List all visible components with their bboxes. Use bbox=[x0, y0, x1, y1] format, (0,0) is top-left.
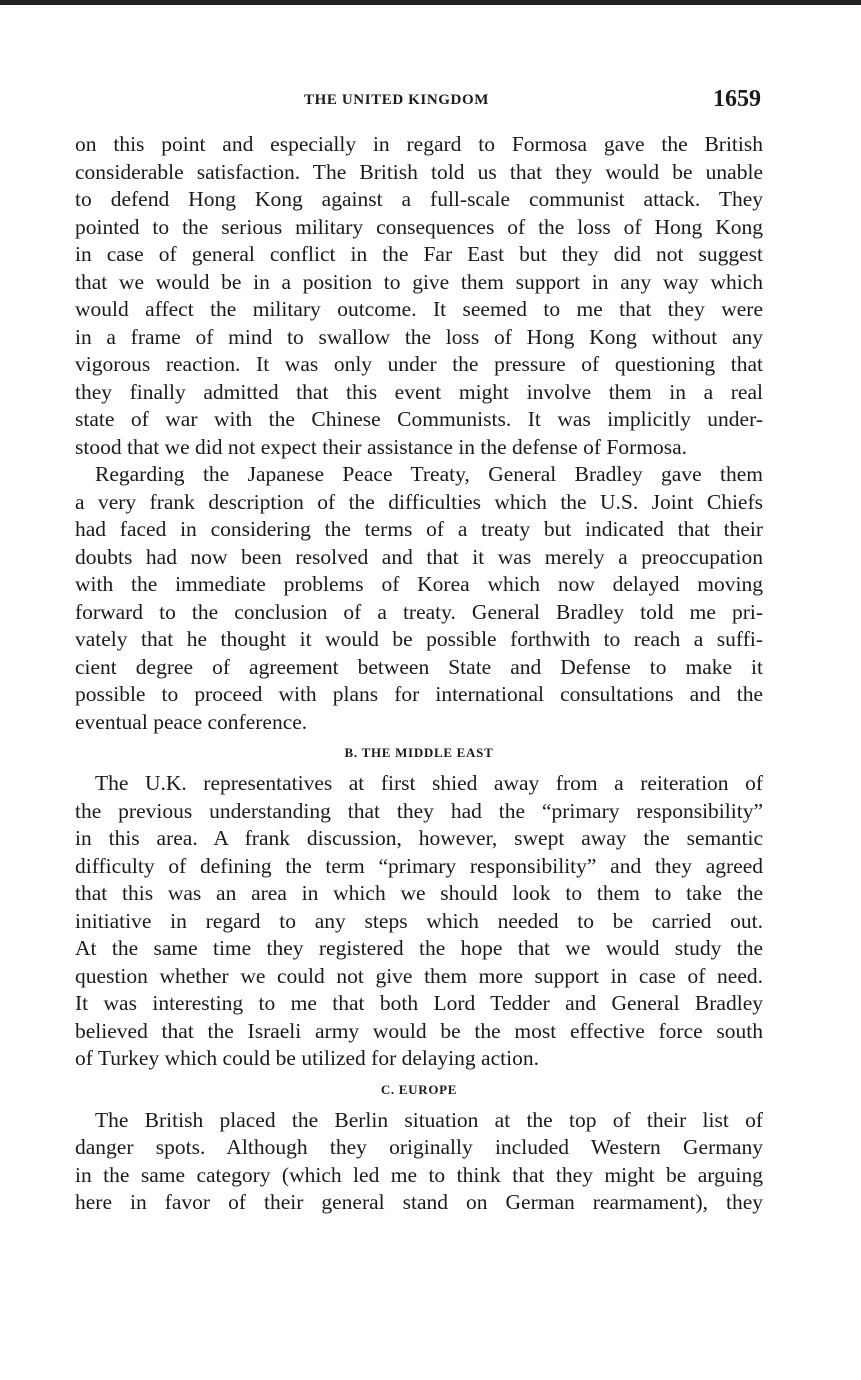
text-line: forward to the conclusion of a treaty. General Bradley told me pri- bbox=[75, 599, 763, 624]
text-line: in case of general conflict in the Far East but they did not suggest bbox=[75, 242, 763, 266]
text-line: in this area. A frank discussion, however, swept away the semantic bbox=[75, 826, 763, 850]
text-line: doubts had now been resolved and that it was merely a preoccupation bbox=[75, 544, 763, 569]
text-line: in the same category (which led me to think that they might be arguing bbox=[75, 1162, 763, 1187]
text-line: danger spots. Although they originally included Western Germany bbox=[75, 1135, 763, 1159]
text-line: possible to proceed with plans for international consultations and the bbox=[75, 682, 763, 706]
text-line: on this point and especially in regard to Formosa gave the British bbox=[75, 132, 763, 156]
text-line: with the immediate problems of Korea which now delayed moving bbox=[75, 572, 763, 596]
text-line: would affect the military outcome. It seemed to me that they were bbox=[75, 297, 763, 321]
text-line: had faced in considering the terms of a treaty but indicated that their bbox=[75, 517, 763, 541]
text-line: At the same time they registered the hope that we would study the bbox=[75, 936, 763, 960]
text-line: the previous understanding that they had the “primary responsibility” bbox=[75, 798, 763, 823]
text-line: eventual peace conference. bbox=[75, 709, 308, 734]
text-line: difficulty of defining the term “primary responsibility” and they agreed bbox=[75, 853, 763, 878]
text-line: stood that we did not expect their assistance in the defense of Formosa. bbox=[75, 434, 687, 459]
text-line: It was interesting to me that both Lord Tedder and General Bradley bbox=[75, 991, 763, 1015]
body-text bbox=[75, 131, 763, 1217]
page-top-border bbox=[0, 0, 861, 5]
paragraph-europe bbox=[75, 1107, 763, 1217]
paragraph-middle-east bbox=[75, 770, 763, 1073]
running-header bbox=[0, 88, 861, 118]
text-line: initiative in regard to any steps which needed to be carried out. bbox=[75, 908, 763, 933]
paragraph-formosa-hong-kong bbox=[75, 131, 763, 461]
text-line: believed that the Israeli army would be the most effective force south bbox=[75, 1018, 763, 1043]
text-line: here in favor of their general stand on German rearmament), they bbox=[75, 1190, 763, 1214]
text-line: The U.K. representatives at first shied away from a reiteration of bbox=[95, 771, 763, 795]
text-line: Regarding the Japanese Peace Treaty, General Bradley gave them bbox=[95, 462, 763, 486]
section-heading-europe: C. EUROPE bbox=[380, 1081, 458, 1097]
text-line: they finally admitted that this event might involve them in a real bbox=[75, 379, 763, 404]
text-line: in a frame of mind to swallow the loss of Hong Kong without any bbox=[75, 324, 763, 349]
text-line: vately that he thought it would be possible forthwith to reach a suffi- bbox=[75, 627, 763, 651]
text-line: that this was an area in which we should look to them to take the bbox=[75, 881, 763, 905]
text-line: of Turkey which could be utilized for delaying action. bbox=[75, 1046, 539, 1070]
text-line: vigorous reaction. It was only under the pressure of questioning that bbox=[75, 352, 763, 376]
text-line: to defend Hong Kong against a full-scale communist attack. They bbox=[75, 187, 763, 211]
running-title: THE UNITED KINGDOM bbox=[304, 92, 489, 108]
section-heading-middle-east: B. THE MIDDLE EAST bbox=[344, 745, 494, 760]
text-line: a very frank description of the difficulties which the U.S. Joint Chiefs bbox=[75, 489, 763, 514]
paragraph-japanese-peace-treaty bbox=[75, 461, 763, 736]
text-line: cient degree of agreement between State and Defense to make it bbox=[75, 654, 763, 679]
page-number: 1659 bbox=[713, 86, 761, 112]
text-line: pointed to the serious military consequences of the loss of Hong Kong bbox=[75, 214, 763, 239]
text-line: The British placed the Berlin situation at the top of their list of bbox=[95, 1107, 763, 1132]
text-line: that we would be in a position to give them support in any way which bbox=[75, 269, 763, 294]
text-line: state of war with the Chinese Communists. It was implicitly under- bbox=[75, 407, 763, 431]
text-line: question whether we could not give them more support in case of need. bbox=[75, 963, 763, 988]
text-line: considerable satisfaction. The British told us that they would be unable bbox=[75, 159, 763, 184]
